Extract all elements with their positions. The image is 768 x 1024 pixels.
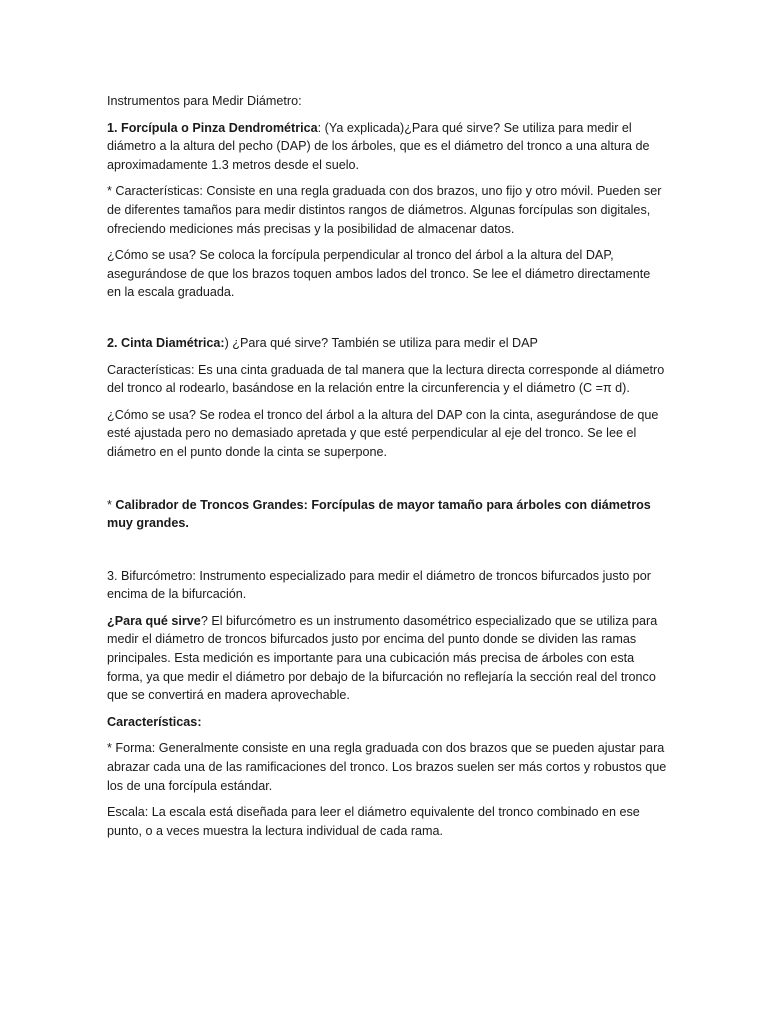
s2-uso: ¿Cómo se usa? Se rodea el tronco del árbol a la altura del DAP con la cinta, asegurándose de que esté ajustada pero no demasiado apretada y que esté perpendicular al eje del tronco. Se lee el diámetro en el punto donde la cinta se superpone. <box>107 407 659 459</box>
s3-para-text: ? El bifurcómetro es un instrumento dasométrico especializado que se utiliza para medir el diámetro de troncos bifurcados justo por encima del punto donde se dividen las ramas principales. Esta medición es importante para una cubicación más precisa de árboles con esta forma, ya que medir el diámetro por debajo de la bifurcación no reflejaría la sección real del tronco que se convertirá en madera aprovechable. <box>107 613 658 703</box>
s2-intro-paragraph <box>107 334 667 353</box>
s3-escala: Escala: La escala está diseñada para leer el diámetro equivalente del tronco combinado en ese punto, o a veces muestra la lectura individual de cada rama. <box>107 805 640 838</box>
s2-heading: 2. Cinta Diamétrica: <box>107 335 225 350</box>
s2-caracteristicas: Características: Es una cinta graduada de tal manera que la lectura directa corresponde al diámetro del tronco al rodearlo, basándose en la relación entre la circunferencia y el diámetro (C =π d). <box>107 362 665 396</box>
s1-uso: ¿Cómo se usa? Se coloca la forcípula perpendicular al tronco del árbol a la altura del DAP, asegurándose de que los brazos toquen ambos lados del tronco. Se lee el diámetro directamente en la escala graduada. <box>107 248 651 300</box>
document-title: Instrumentos para Medir Diámetro: <box>107 94 302 108</box>
s1-intro-paragraph <box>107 119 667 175</box>
s2-intro-text: ) ¿Para qué sirve? También se utiliza para medir el DAP <box>224 335 538 350</box>
s1-heading: 1. Forcípula o Pinza Dendrométrica <box>107 120 318 135</box>
s1-caracteristicas: * Características: Consiste en una regla graduada con dos brazos, uno fijo y otro móvil. Pueden ser de diferentes tamaños para medir distintos rangos de diámetros. Algunas forcípulas son digitales, ofreciendo mediciones más precisas y la posibilidad de almacenar datos. <box>107 184 662 236</box>
s3-para-label: ¿Para qué sirve <box>107 613 201 628</box>
s3-forma: * Forma: Generalmente consiste en una regla graduada con dos brazos que se pueden ajustar para abrazar cada una de las ramificaciones del tronco. Los brazos suelen ser más cortos y robustos que los de una forcípula estándar. <box>107 741 667 793</box>
s3-caracteristicas-heading: Características: <box>107 714 202 729</box>
s3-intro: 3. Bifurcómetro: Instrumento especializado para medir el diámetro de troncos bifurcados justo por encima de la bifurcación. <box>107 568 651 602</box>
calibrador-text: Calibrador de Troncos Grandes: Forcípulas de mayor tamaño para árboles con diámetros muy grandes. <box>107 497 651 531</box>
calibrador-star: * <box>107 497 116 512</box>
s3-para-paragraph <box>107 612 667 705</box>
s1-intro-text: : (Ya explicada)¿Para qué sirve? Se utiliza para medir el diámetro a la altura del pecho (DAP) de los árboles, que es el diámetro del tronco a una altura de aproximadamente 1.3 metros desde el suelo. <box>107 120 650 172</box>
calibrador-paragraph <box>107 496 667 533</box>
document-page <box>107 92 667 848</box>
